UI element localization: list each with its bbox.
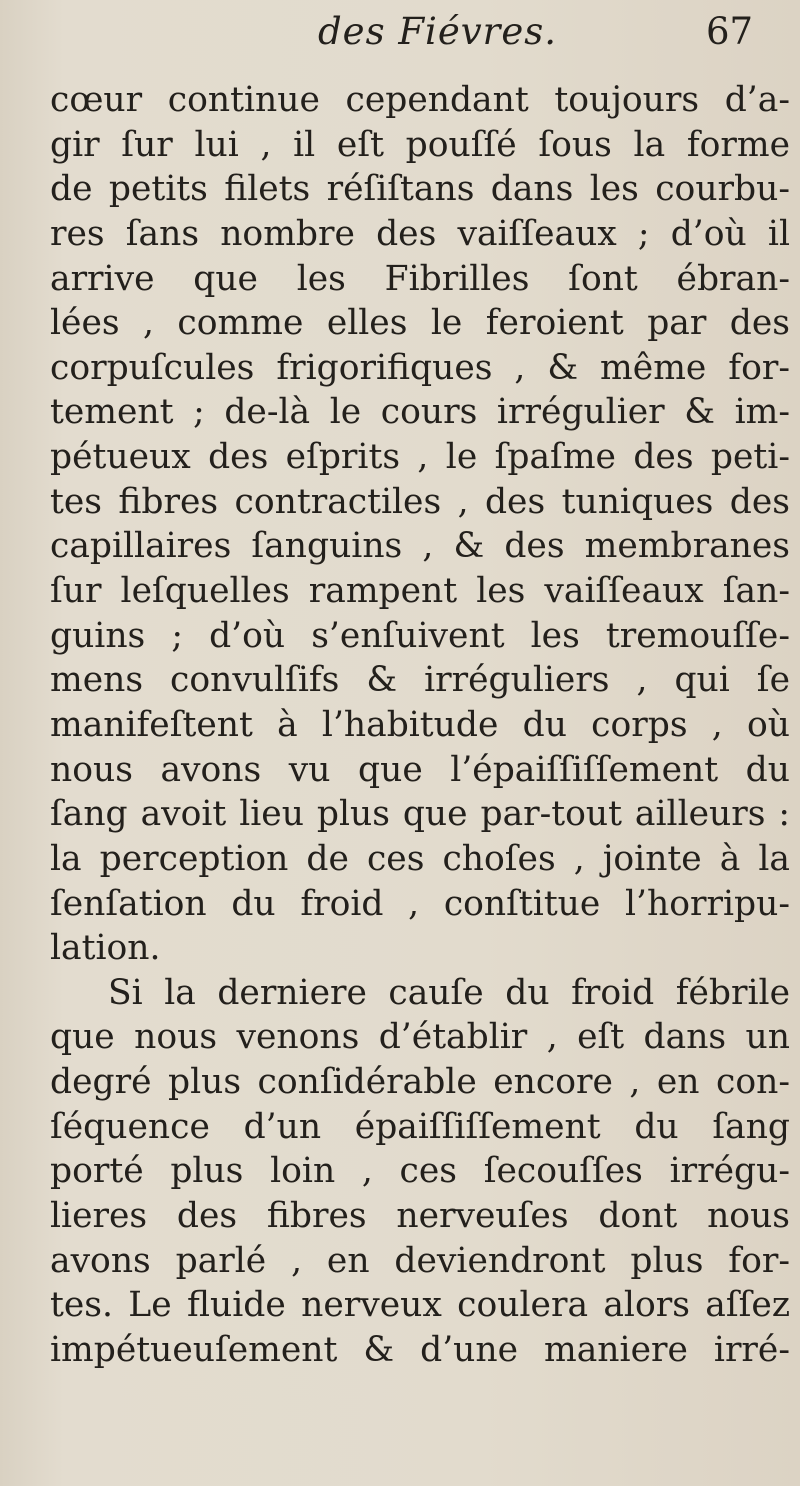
text-line: manifeſtent à l’habitude du corps , où: [50, 704, 790, 745]
text-line: mens convulſifs & irréguliers , qui ſe: [50, 660, 790, 701]
text-line: capillaires ſanguins , & des membranes: [50, 526, 790, 567]
text-line: degré plus conſidérable encore , en con-: [50, 1062, 790, 1103]
text-line: cœur continue cependant toujours d’a-: [50, 80, 790, 120]
text-line: ſéquence d’un épaiſſiſſement du ſang: [50, 1106, 790, 1147]
text-line: res ſans nombre des vaiſſeaux ; d’où il: [50, 213, 790, 254]
text-line: gir ſur lui , il eſt pouſſé ſous la forme: [50, 124, 790, 165]
paragraph-end-line: lation.: [50, 928, 161, 969]
text-line: lieres des fibres nerveuſes dont nous: [50, 1196, 790, 1237]
paragraph-start-line: Si la derniere cauſe du froid fébrile: [108, 972, 790, 1013]
text-line: tes fibres contractiles , des tuniques des: [50, 481, 790, 522]
text-line: ſenſation du froid , conſtitue l’horripu-: [50, 883, 790, 924]
text-line: impétueuſement & d’une maniere irré-: [50, 1329, 790, 1370]
text-line: de petits filets réſiſtans dans les courbu-: [50, 169, 790, 210]
page-number: 67: [706, 10, 754, 53]
text-line: corpuſcules frigorifiques , & même for-: [50, 347, 790, 388]
text-line: tes. Le fluide nerveux coulera alors aſſez: [50, 1285, 790, 1326]
running-head: [0, 2, 800, 54]
text-line: lées , comme elles le feroient par des: [50, 303, 790, 344]
text-line: pétueux des eſprits , le ſpaſme des peti-: [50, 437, 790, 478]
text-line: avons parlé , en deviendront plus for-: [50, 1240, 790, 1281]
text-line: que nous venons d’établir , eſt dans un: [50, 1017, 790, 1058]
text-line: nous avons vu que l’épaiſſiſſement du: [50, 749, 790, 790]
running-title: des Fiévres.: [318, 10, 557, 53]
text-line: ſur leſquelles rampent les vaiſſeaux ſan-: [50, 571, 790, 612]
text-line: porté plus loin , ces ſecouſſes irrégu-: [50, 1151, 790, 1192]
body-text: [50, 78, 790, 1373]
text-line: la perception de ces choſes , jointe à la: [50, 838, 790, 879]
text-line: tement ; de-là le cours irrégulier & im-: [50, 392, 790, 433]
text-line: guins ; d’où s’enſuivent les tremouſſe-: [50, 615, 790, 656]
text-line: ſang avoit lieu plus que par-tout ailleurs :: [50, 794, 790, 835]
text-line: arrive que les Fibrilles ſont ébran-: [50, 258, 790, 299]
